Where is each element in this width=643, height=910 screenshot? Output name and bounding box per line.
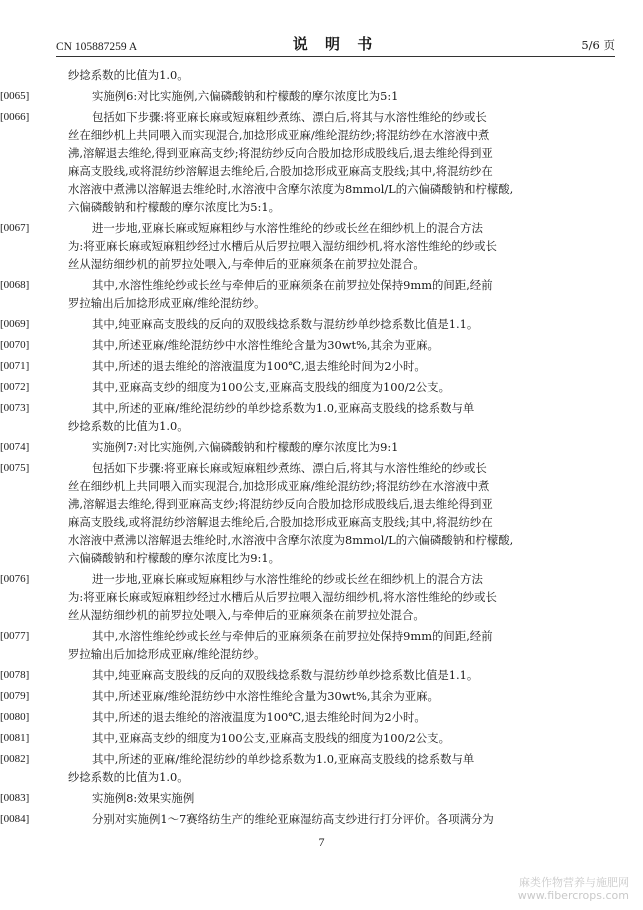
paragraph-number: [0067] [0, 222, 30, 234]
paragraph-number: [0066] [0, 111, 30, 123]
paragraph-first-line [0, 459, 584, 477]
paragraph [0, 276, 584, 312]
paragraph-text: 实施例6:对比实施例,六偏磷酸钠和柠檬酸的摩尔浓度比为5:1 [92, 89, 399, 103]
paragraph-first-line [0, 378, 584, 396]
paragraph-line: 水溶液中煮沸以溶解退去维纶时,水溶液中含摩尔浓度为8mmol/L的六偏磷酸钠和柠檬酸, [68, 533, 514, 547]
paragraph-line: 丝从湿纺细纱机的前罗拉处喂入,与牵伸后的亚麻须条在前罗拉处混合。 [68, 257, 425, 271]
page-number: 7 [318, 835, 325, 849]
publication-number: CN 105887259 A [56, 41, 138, 53]
paragraph [0, 666, 584, 684]
paragraph-text: 其中,所述的退去维纶的溶液温度为100℃,退去维纶时间为2小时。 [92, 710, 426, 724]
paragraph-line: 纱捻系数的比值为1.0。 [68, 770, 189, 784]
paragraph-line: 罗拉输出后加捻形成亚麻/维纶混纺纱。 [68, 647, 266, 661]
paragraph [0, 357, 584, 375]
paragraph-text: 其中,所述亚麻/维纶混纺纱中水溶性维纶含量为30wt%,其余为亚麻。 [92, 689, 439, 703]
paragraph [0, 570, 584, 624]
paragraph-first-line [0, 570, 584, 588]
paragraph [68, 66, 584, 84]
paragraph-number: [0079] [0, 690, 30, 702]
paragraph-number: [0075] [0, 462, 30, 474]
paragraph-text: 纱捻系数的比值为1.0。 [68, 68, 189, 82]
paragraph-first-line [0, 729, 584, 747]
paragraph-first-line [0, 810, 584, 828]
paragraph [0, 438, 584, 456]
paragraph-number: [0073] [0, 402, 30, 414]
paragraph-first-line [0, 399, 584, 417]
paragraph-number: [0084] [0, 813, 30, 825]
paragraph-text: 进一步地,亚麻长麻或短麻粗纱与水溶性维纶的纱或长丝在细纱机上的混合方法 [92, 572, 483, 586]
paragraph-number: [0082] [0, 753, 30, 765]
paragraph-text: 其中,所述的亚麻/维纶混纺纱的单纱捻系数为1.0,亚麻高支股线的捻系数与单 [92, 752, 475, 766]
paragraph-line: 沸,溶解退去维纶,得到亚麻高支纱;将混纺纱反向合股加捻形成股线后,退去维纶得到亚 [68, 146, 493, 160]
paragraph [0, 687, 584, 705]
paragraph-number: [0078] [0, 669, 30, 681]
paragraph-first-line [0, 666, 584, 684]
paragraph-first-line [0, 357, 584, 375]
paragraph-number: [0072] [0, 381, 30, 393]
paragraph-first-line [0, 627, 584, 645]
paragraph-line: 六偏磷酸钠和柠檬酸的摩尔浓度比为5:1。 [68, 200, 280, 214]
paragraph-line: 丝从湿纺细纱机的前罗拉处喂入,与牵伸后的亚麻须条在前罗拉处混合。 [68, 608, 425, 622]
paragraph-text: 包括如下步骤:将亚麻长麻或短麻粗纱煮练、漂白后,将其与水溶性维纶的纱或长 [92, 461, 487, 475]
page-indicator: 5/6 页 [581, 38, 615, 52]
paragraph-first-line [0, 438, 584, 456]
paragraph [0, 315, 584, 333]
paragraph-line: 罗拉输出后加捻形成亚麻/维纶混纺纱。 [68, 296, 266, 310]
paragraph-number: [0083] [0, 792, 30, 804]
paragraph-text: 其中,亚麻高支纱的细度为100公支,亚麻高支股线的细度为100/2公支。 [92, 380, 450, 394]
paragraph [0, 378, 584, 396]
paragraph-first-line [0, 336, 584, 354]
paragraph-text: 分别对实施例1～7赛络纺生产的维纶亚麻湿纺高支纱进行打分评价。各项满分为 [92, 812, 494, 826]
paragraph [0, 219, 584, 273]
paragraph [0, 87, 584, 105]
paragraph-line: 为:将亚麻长麻或短麻粗纱经过水槽后从后罗拉喂入湿纺细纱机,将水溶性维纶的纱或长 [68, 239, 497, 253]
paragraph-text: 其中,水溶性维纶纱或长丝与牵伸后的亚麻须条在前罗拉处保持9mm的间距,经前 [92, 278, 493, 292]
paragraph-number: [0081] [0, 732, 30, 744]
paragraph-text: 实施例7:对比实施例,六偏磷酸钠和柠檬酸的摩尔浓度比为9:1 [92, 440, 399, 454]
paragraph [0, 789, 584, 807]
paragraph [0, 108, 584, 216]
paragraph-number: [0071] [0, 360, 30, 372]
paragraph-first-line [0, 276, 584, 294]
paragraph-line: 丝在细纱机上共同喂入而实现混合,加捻形成亚麻/维纶混纺纱;将混纺纱在水溶液中煮 [68, 479, 490, 493]
paragraph-first-line [68, 66, 584, 84]
paragraph-first-line [0, 708, 584, 726]
paragraph-line: 麻高支股线,或将混纺纱溶解退去维纶后,合股加捻形成亚麻高支股线;其中,将混纺纱在 [68, 164, 493, 178]
paragraph-first-line [0, 687, 584, 705]
paragraph-number: [0080] [0, 711, 30, 723]
paragraph-line: 丝在细纱机上共同喂入而实现混合,加捻形成亚麻/维纶混纺纱;将混纺纱在水溶液中煮 [68, 128, 490, 142]
paragraph [0, 729, 584, 747]
page-header [56, 34, 615, 57]
paragraph-number: [0076] [0, 573, 30, 585]
paragraph [0, 810, 584, 828]
watermark-url: www.fibercrops.com [517, 889, 629, 902]
paragraph-line: 为:将亚麻长麻或短麻粗纱经过水槽后从后罗拉喂入湿纺细纱机,将水溶性维纶的纱或长 [68, 590, 497, 604]
paragraph-number: [0065] [0, 90, 30, 102]
paragraph-line: 六偏磷酸钠和柠檬酸的摩尔浓度比为9:1。 [68, 551, 280, 565]
paragraph-text: 包括如下步骤:将亚麻长麻或短麻粗纱煮练、漂白后,将其与水溶性维纶的纱或长 [92, 110, 487, 124]
paragraph-text: 其中,所述的退去维纶的溶液温度为100℃,退去维纶时间为2小时。 [92, 359, 426, 373]
paragraph-first-line [0, 219, 584, 237]
paragraph [0, 750, 584, 786]
paragraph-number: [0069] [0, 318, 30, 330]
watermark-site-name: 麻类作物营养与施肥网 [519, 876, 629, 889]
paragraph [0, 627, 584, 663]
paragraph-text: 其中,纯亚麻高支股线的反向的双股线捻系数与混纺纱单纱捻系数比值是1.1。 [92, 317, 479, 331]
paragraph-number: [0068] [0, 279, 30, 291]
document-title: 说 明 书 [292, 35, 379, 53]
paragraph-number: [0077] [0, 630, 30, 642]
paragraph-first-line [0, 87, 584, 105]
paragraph-number: [0070] [0, 339, 30, 351]
paragraph-text: 其中,所述的亚麻/维纶混纺纱的单纱捻系数为1.0,亚麻高支股线的捻系数与单 [92, 401, 475, 415]
paragraph-first-line [0, 108, 584, 126]
watermark [518, 876, 629, 902]
paragraph-line: 水溶液中煮沸以溶解退去维纶时,水溶液中含摩尔浓度为8mmol/L的六偏磷酸钠和柠檬酸, [68, 182, 514, 196]
paragraph [0, 708, 584, 726]
paragraph-line: 纱捻系数的比值为1.0。 [68, 419, 189, 433]
paragraph-text: 其中,所述亚麻/维纶混纺纱中水溶性维纶含量为30wt%,其余为亚麻。 [92, 338, 439, 352]
paragraph-text: 其中,纯亚麻高支股线的反向的双股线捻系数与混纺纱单纱捻系数比值是1.1。 [92, 668, 479, 682]
paragraph-text: 进一步地,亚麻长麻或短麻粗纱与水溶性维纶的纱或长丝在细纱机上的混合方法 [92, 221, 483, 235]
paragraph-first-line [0, 315, 584, 333]
document-body [0, 66, 584, 831]
paragraph [0, 459, 584, 567]
paragraph-first-line [0, 750, 584, 768]
paragraph [0, 399, 584, 435]
paragraph-text: 其中,水溶性维纶纱或长丝与牵伸后的亚麻须条在前罗拉处保持9mm的间距,经前 [92, 629, 493, 643]
paragraph [0, 336, 584, 354]
paragraph-line: 麻高支股线,或将混纺纱溶解退去维纶后,合股加捻形成亚麻高支股线;其中,将混纺纱在 [68, 515, 493, 529]
paragraph-line: 沸,溶解退去维纶,得到亚麻高支纱;将混纺纱反向合股加捻形成股线后,退去维纶得到亚 [68, 497, 493, 511]
paragraph-number: [0074] [0, 441, 30, 453]
paragraph-first-line [0, 789, 584, 807]
paragraph-text: 其中,亚麻高支纱的细度为100公支,亚麻高支股线的细度为100/2公支。 [92, 731, 450, 745]
paragraph-text: 实施例8:效果实施例 [92, 791, 195, 805]
